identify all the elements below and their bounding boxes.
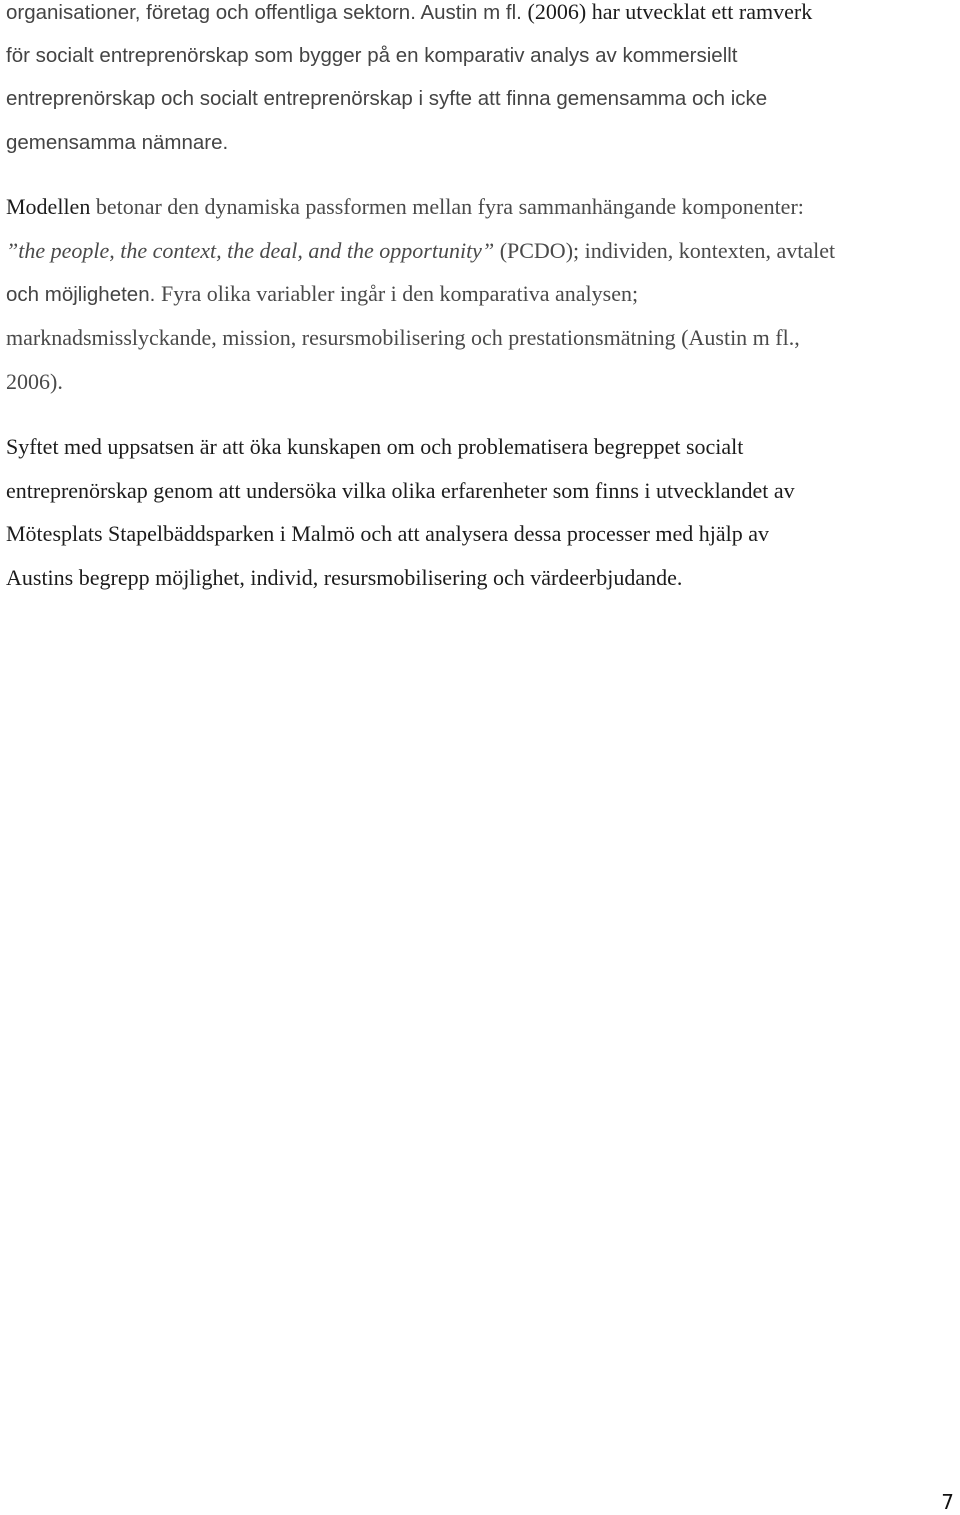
- text-line: [6, 0, 956, 34]
- paragraph-austin-framework: [6, 0, 956, 165]
- paragraph-purpose: [6, 425, 956, 600]
- text-line: gemensamma nämnare.: [6, 131, 229, 155]
- text-span: och möjligheten.: [6, 283, 161, 307]
- text-line: entreprenörskap och socialt entreprenörskap i syfte att finna gemensamma och icke: [6, 87, 768, 111]
- text-span: betonar den dynamiska passformen mellan fyra sammanhängande komponenter:: [90, 194, 804, 219]
- text-span: (2006) har utvecklat ett ramverk: [527, 0, 813, 24]
- text-span: Fyra olika variabler ingår i den komparativa analysen;: [160, 281, 639, 307]
- paragraph-pcdo-model: [6, 185, 956, 403]
- text-span: Modellen: [6, 194, 91, 219]
- page-number: 7: [941, 1490, 954, 1514]
- text-line: marknadsmisslyckande, mission, resursmobilisering och prestationsmätning (Austin m fl.,: [6, 325, 800, 351]
- text-line: Syftet med uppsatsen är att öka kunskapen om och problematisera begreppet socialt: [6, 434, 744, 459]
- text-line: Mötesplats Stapelbäddsparken i Malmö och att analysera dessa processer med hjälp av: [6, 521, 770, 547]
- text-line: [6, 185, 956, 229]
- text-line: [6, 229, 956, 273]
- text-span: organisationer, företag och offentliga sektorn. Austin m fl.: [6, 1, 528, 24]
- text-line: Austins begrepp möjlighet, individ, resursmobilisering och värdeerbjudande.: [6, 565, 683, 591]
- text-line: 2006).: [6, 368, 63, 394]
- text-line: entreprenörskap genom att undersöka vilka olika erfarenheter som finns i utvecklandet av: [6, 477, 795, 503]
- italic-quote: ”the people, the context, the deal, and the opportunity”: [6, 237, 500, 263]
- text-line: [6, 272, 956, 316]
- text-line: för socialt entreprenörskap som bygger på en komparativ analys av kommersiellt: [6, 43, 738, 67]
- text-span: (PCDO); individen, kontexten, avtalet: [499, 237, 836, 263]
